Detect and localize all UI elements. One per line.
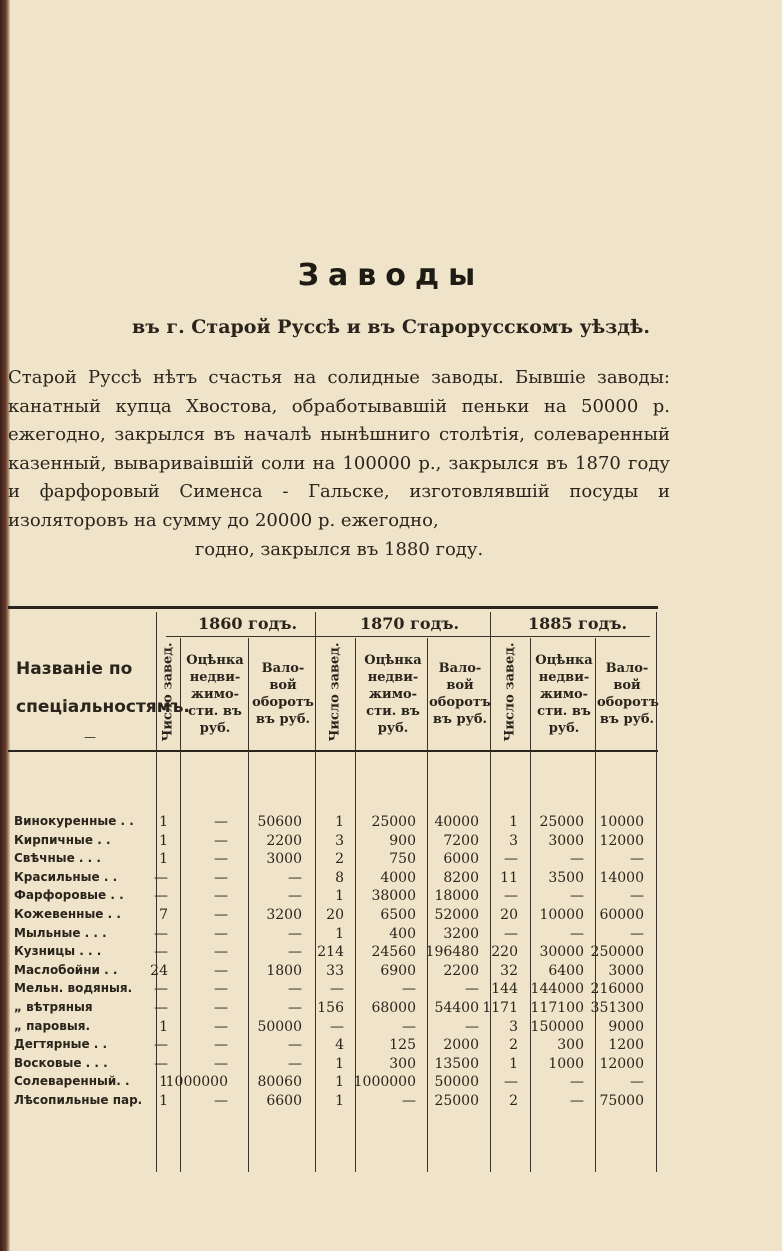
row-cell: 80060 — [257, 1074, 302, 1091]
row-cell: 216000 — [590, 981, 644, 998]
row-cell: 1 — [159, 832, 168, 849]
row-cell: 38000 — [371, 888, 416, 905]
table-top-rule — [8, 606, 658, 609]
table-row — [8, 1000, 658, 1019]
table-row — [8, 814, 658, 833]
row-cell: — — [154, 944, 168, 961]
row-name: Кузницы . . . — [14, 944, 102, 959]
row-cell: — — [154, 981, 168, 998]
row-cell: 40000 — [434, 814, 479, 830]
table-row — [8, 926, 658, 945]
row-cell: 24 — [150, 962, 168, 979]
row-cell: — — [214, 869, 228, 886]
row-name: Дегтярные . . — [14, 1037, 108, 1052]
row-cell: 250000 — [590, 944, 644, 961]
row-cell: — — [288, 981, 302, 998]
row-cell: 1 — [509, 1055, 518, 1072]
row-cell: — — [570, 925, 584, 942]
row-cell: — — [214, 1037, 228, 1054]
row-cell: — — [330, 981, 344, 998]
col-turnover-1860: Вало-вой оборотъ въ руб. — [252, 661, 314, 727]
col-estimate-1885: Оцѣнка недви-жимо-сти. въ руб. — [535, 653, 593, 736]
row-cell: 1 — [159, 1074, 168, 1091]
row-cell: 8 — [335, 869, 344, 886]
year-1885: 1885 годъ. — [528, 614, 628, 633]
row-cell: 54400 — [434, 1000, 479, 1016]
row-cell: 1000 — [548, 1055, 584, 1072]
page-subtitle: въ г. Старой Руссѣ и въ Старорусскомъ уѣздѣ. — [132, 316, 650, 338]
row-cell: 2 — [509, 1093, 518, 1109]
table-row — [8, 833, 658, 852]
table-row — [8, 1037, 658, 1056]
row-cell: 156 — [317, 1000, 344, 1016]
row-name: „ паровыя. — [14, 1018, 90, 1033]
row-cell: 125 — [389, 1037, 416, 1054]
row-cell: 24560 — [371, 944, 416, 961]
row-cell: 50600 — [257, 814, 302, 830]
row-cell: — — [288, 925, 302, 942]
row-cell: — — [154, 888, 168, 905]
row-cell: 1171 — [482, 1000, 518, 1016]
row-cell: 900 — [389, 832, 416, 849]
row-cell: 3000 — [608, 962, 644, 979]
row-cell: 1 — [335, 814, 344, 830]
row-cell: 4 — [335, 1037, 344, 1054]
row-cell: — — [288, 888, 302, 905]
row-cell: 68000 — [371, 1000, 416, 1016]
table-row — [8, 907, 658, 926]
row-cell: 2 — [509, 1037, 518, 1054]
row-cell: 1000000 — [165, 1074, 228, 1091]
row-cell: 3000 — [548, 832, 584, 849]
row-cell: — — [630, 1074, 644, 1091]
row-name: Мыльные . . . — [14, 925, 107, 940]
row-cell: 150000 — [530, 1018, 584, 1035]
row-cell: — — [154, 869, 168, 886]
row-cell: — — [288, 944, 302, 961]
row-cell: 60000 — [599, 907, 644, 923]
row-cell: 4000 — [380, 869, 416, 886]
row-cell: — — [288, 869, 302, 886]
row-cell: 300 — [557, 1037, 584, 1054]
col-turnover-1870: Вало-вой оборотъ въ руб. — [429, 661, 491, 727]
row-name: Кожевенные . . — [14, 907, 121, 921]
row-cell: 144000 — [530, 981, 584, 998]
row-cell: — — [570, 851, 584, 868]
row-cell: 3 — [335, 832, 344, 849]
row-cell: 1 — [335, 888, 344, 905]
col-count-label: Число завед. — [502, 642, 518, 742]
col-count-label: Число завед. — [327, 642, 343, 742]
row-cell: 1 — [159, 814, 168, 830]
row-name: Фарфоровые . . — [14, 888, 124, 903]
col-count-1870 — [328, 632, 342, 752]
row-cell: 1 — [335, 925, 344, 942]
row-cell: 10000 — [599, 814, 644, 830]
row-cell: 6900 — [380, 962, 416, 979]
row-cell: 1200 — [608, 1037, 644, 1054]
row-cell: — — [214, 851, 228, 868]
row-cell: 50000 — [257, 1018, 302, 1035]
intro-paragraph — [8, 364, 670, 564]
row-cell: — — [154, 925, 168, 942]
row-cell: 20 — [500, 907, 518, 923]
year-1860: 1860 годъ. — [198, 614, 298, 633]
row-name: Кирпичные . . — [14, 832, 111, 847]
row-cell: 220 — [491, 944, 518, 961]
row-cell: — — [214, 944, 228, 961]
row-cell: — — [214, 832, 228, 849]
table-row — [8, 963, 658, 982]
intro-paragraph-end: годно, закрылся въ 1880 году. — [194, 538, 484, 560]
row-cell: — — [214, 888, 228, 905]
table-row — [8, 888, 658, 907]
row-cell: — — [465, 981, 479, 998]
row-cell: 2 — [335, 851, 344, 868]
row-cell: 1 — [509, 814, 518, 830]
row-cell: — — [214, 962, 228, 979]
row-cell: — — [402, 1018, 416, 1035]
year-header-rule — [166, 636, 650, 637]
row-cell: 2200 — [443, 962, 479, 979]
row-name: Мельн. водяныя. — [14, 981, 133, 996]
row-cell: — — [630, 888, 644, 905]
row-cell: — — [504, 851, 518, 868]
table-row — [8, 851, 658, 870]
row-cell: 52000 — [434, 907, 479, 923]
row-cell: — — [630, 925, 644, 942]
row-cell: — — [504, 888, 518, 905]
row-cell: 25000 — [434, 1093, 479, 1109]
page-title: Заводы — [297, 258, 485, 293]
intro-paragraph-text: Старой Руссѣ нѣтъ счастья на солидные заводы. Бывшіе заводы: канатный купца Хвостова, обработывавшій пеньки на 50000 р. ежегодно, закрылся въ началѣ нынѣшниго столѣтія, солеваренный казенный, вывариваівшій соли на 100000 р., закрылся въ 1870 году и фарфоровый Сименса - Гальске, изготовлявшій посуды и изоляторовъ на сумму до 20000 р. ежегодно, — [8, 367, 670, 531]
row-cell: 3200 — [266, 907, 302, 923]
row-cell: — — [570, 888, 584, 905]
row-cell: 144 — [491, 981, 518, 998]
row-name: Лѣсопильные пар. — [14, 1093, 143, 1107]
col-estimate-1870: Оцѣнка недви-жимо-сти. въ руб. — [364, 653, 422, 736]
table-row — [8, 981, 658, 1000]
row-cell: — — [214, 925, 228, 942]
row-cell: 6400 — [548, 962, 584, 979]
row-cell: 25000 — [371, 814, 416, 830]
row-name: Маслобойни . . — [14, 962, 118, 977]
row-cell: — — [288, 1055, 302, 1072]
table-row — [8, 1074, 658, 1093]
row-cell: 3000 — [266, 851, 302, 868]
row-cell: — — [570, 1093, 584, 1109]
row-cell: 18000 — [434, 888, 479, 905]
row-cell: 14000 — [599, 869, 644, 886]
row-cell: 6500 — [380, 907, 416, 923]
row-cell: 6000 — [443, 851, 479, 868]
row-cell: 11 — [500, 869, 518, 886]
row-cell: — — [154, 1055, 168, 1072]
row-cell: 2000 — [443, 1037, 479, 1054]
row-cell: 33 — [326, 962, 344, 979]
row-name: Восковые . . . — [14, 1055, 108, 1070]
row-cell: — — [214, 1000, 228, 1016]
table-row — [8, 1019, 658, 1038]
row-cell: 3500 — [548, 869, 584, 886]
table-row — [8, 870, 658, 889]
row-name: Солеваренный. . — [14, 1074, 130, 1089]
col-count-label: Число завед. — [160, 642, 176, 742]
row-cell: 7200 — [443, 832, 479, 849]
row-cell: 13500 — [434, 1055, 479, 1072]
row-cell: 1 — [335, 1055, 344, 1072]
row-cell: 12000 — [599, 832, 644, 849]
row-cell: 75000 — [599, 1093, 644, 1109]
row-cell: 1 — [335, 1074, 344, 1091]
row-cell: 214 — [317, 944, 344, 961]
table-row — [8, 1093, 658, 1112]
row-cell: — — [288, 1000, 302, 1016]
row-cell: — — [288, 1037, 302, 1054]
row-cell: 1 — [159, 1018, 168, 1035]
col-count-1860 — [161, 632, 175, 752]
row-cell: — — [402, 1093, 416, 1109]
row-cell: 750 — [389, 851, 416, 868]
row-cell: — — [214, 1093, 228, 1109]
row-cell: — — [154, 1037, 168, 1054]
row-cell: 12000 — [599, 1055, 644, 1072]
col-turnover-1885: Вало-вой оборотъ въ руб. — [597, 661, 659, 727]
table-row — [8, 944, 658, 963]
row-cell: — — [214, 1055, 228, 1072]
row-cell: — — [214, 907, 228, 923]
row-cell: — — [570, 1074, 584, 1091]
row-cell: — — [504, 1074, 518, 1091]
row-cell: 1 — [335, 1093, 344, 1109]
row-cell: 300 — [389, 1055, 416, 1072]
row-cell: 7 — [159, 907, 168, 923]
row-cell: 3 — [509, 832, 518, 849]
row-cell: 20 — [326, 907, 344, 923]
row-cell: 1 — [159, 1093, 168, 1109]
row-cell: 30000 — [539, 944, 584, 961]
row-cell: — — [630, 851, 644, 868]
row-cell: — — [214, 1018, 228, 1035]
row-cell: 32 — [500, 962, 518, 979]
name-header-dash: — — [84, 730, 96, 744]
row-cell: 3 — [509, 1018, 518, 1035]
col-estimate-1860: Оцѣнка недви-жимо-сти. въ руб. — [186, 653, 244, 736]
row-cell: 6600 — [266, 1093, 302, 1109]
row-cell: — — [154, 1000, 168, 1016]
row-cell: — — [214, 814, 228, 830]
row-cell: — — [402, 981, 416, 998]
row-cell: — — [214, 981, 228, 998]
row-cell: 400 — [389, 925, 416, 942]
row-cell: 10000 — [539, 907, 584, 923]
row-name: Свѣчные . . . — [14, 851, 101, 866]
row-name: Красильные . . — [14, 869, 118, 884]
row-cell: 1 — [159, 851, 168, 868]
row-cell: — — [330, 1018, 344, 1035]
row-name: „ вѣтряныя — [14, 1000, 93, 1014]
row-cell: 1800 — [266, 962, 302, 979]
row-cell: 25000 — [539, 814, 584, 830]
row-cell: 351300 — [590, 1000, 644, 1016]
col-count-1885 — [503, 632, 517, 752]
row-cell: 8200 — [443, 869, 479, 886]
row-cell: 3200 — [443, 925, 479, 942]
table-row — [8, 1056, 658, 1075]
row-cell: 50000 — [434, 1074, 479, 1091]
row-cell: — — [504, 925, 518, 942]
row-cell: 9000 — [608, 1018, 644, 1035]
name-header-text: Названіе по спеціальностямъ. — [16, 659, 190, 717]
row-cell: 117100 — [530, 1000, 584, 1016]
row-cell: — — [465, 1018, 479, 1035]
year-1870: 1870 годъ. — [360, 614, 460, 633]
row-cell: 2200 — [266, 832, 302, 849]
row-cell: 196480 — [425, 944, 479, 961]
row-name: Винокуренные . . — [14, 814, 134, 828]
row-cell: 1000000 — [353, 1074, 416, 1091]
